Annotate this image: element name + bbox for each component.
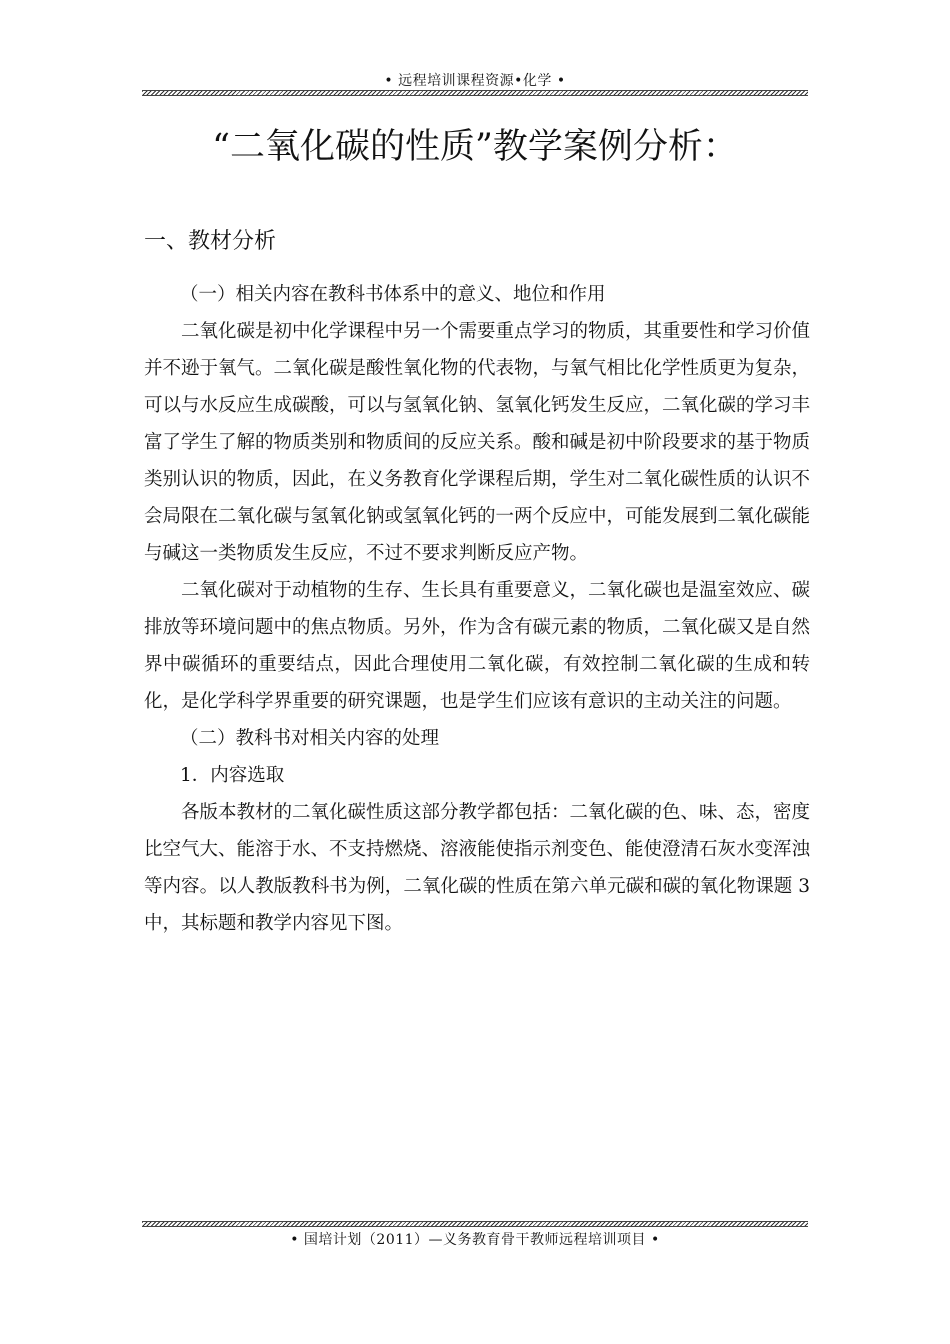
paragraph-2: 二氧化碳对于动植物的生存、生长具有重要意义，二氧化碳也是温室效应、碳排放等环境问题中的焦点物质。另外，作为含有碳元素的物质，二氧化碳又是自然界中碳循环的重要结点，因此合理使用二氧化碳，有效控制二氧化碳的生成和转化，是化学科学界重要的研究课题，也是学生们应该有意识的主动关注的问题。 [144,580,811,712]
subsection-heading-2: （二）教科书对相关内容的处理 [180,728,440,749]
document-title: “二氧化碳的性质”教学案例分析： [212,127,738,167]
subsection-heading-1: （一）相关内容在教科书体系中的意义、地位和作用 [180,284,606,305]
paragraph-3: 各版本教材的二氧化碳性质这部分教学都包括：二氧化碳的色、味、态，密度比空气大、能溶于水、不支持燃烧、溶液能使指示剂变色、能使澄清石灰水变浑浊等内容。以人教版教科书为例，二氧化碳的性质在第六单元碳和碳的氧化物课题 3 中，其标题和教学内容见下图。 [144,802,811,934]
header-rule [142,90,808,96]
page-footer: • 国培计划（2011）—义务教育骨干教师远程培训项目 • [290,1232,660,1248]
page-header: • 远程培训课程资源•化学 • [384,73,566,89]
paragraph-1: 二氧化碳是初中化学课程中另一个需要重点学习的物质，其重要性和学习价值并不逊于氧气。二氧化碳是酸性氧化物的代表物，与氧气相比化学性质更为复杂，可以与水反应生成碳酸，可以与氢氧化钠、氢氧化钙发生反应，二氧化碳的学习丰富了学生了解的物质类别和物质间的反应关系。酸和碱是初中阶段要求的基于物质类别认识的物质，因此，在义务教育化学课程后期，学生对二氧化碳性质的认识不会局限在二氧化碳与氢氧化钠或氢氧化钙的一两个反应中，可能发展到二氧化碳能与碱这一类物质发生反应，不过不要求判断反应产物。 [144,321,811,564]
footer-rule [142,1221,808,1227]
section-heading: 一、教材分析 [144,229,277,254]
subsection-item-1: 1．内容选取 [180,765,285,786]
document-body [144,224,810,942]
